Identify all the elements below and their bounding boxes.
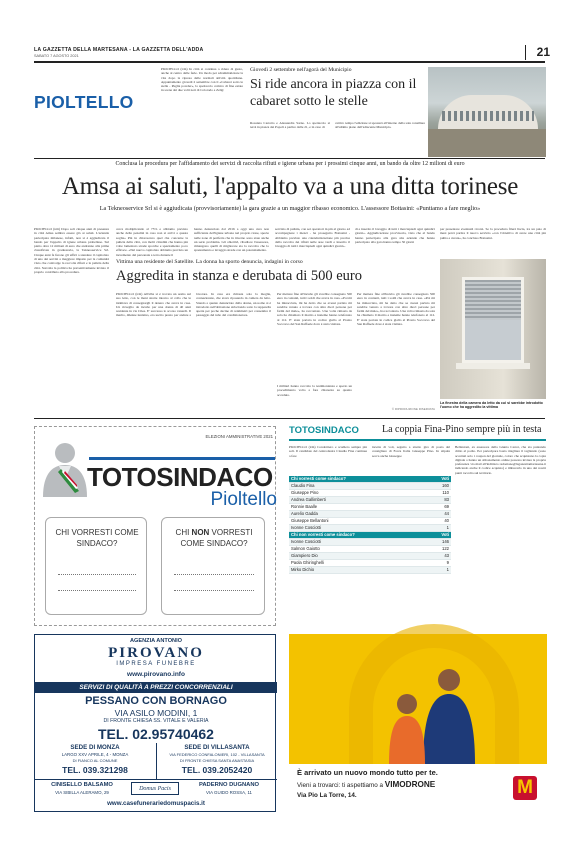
candidate-name: Mirko Dichio xyxy=(289,567,425,574)
ballot-box-1 xyxy=(45,517,147,615)
funeral-sede2-title: SEDE DI VILLASANTA xyxy=(184,744,250,751)
funeral-banner: SERVIZI DI QUALITÀ A PREZZI CONCORRENZIALI xyxy=(35,682,277,693)
candidate-name: Giuseppe Bellantoni xyxy=(289,518,425,525)
funeral-city: PESSANO CON BORNAGO xyxy=(85,695,227,707)
candidate-votes: 122 xyxy=(425,546,451,553)
mcd-logo xyxy=(513,776,537,800)
masthead-title: LA GAZZETTA DELLA MARTESANA - LA GAZZETTA DELL'ADDA xyxy=(34,47,204,53)
ballot-election: ELEZIONI AMMINISTRATIVE 2021 xyxy=(205,434,273,439)
candidate-votes: 69 xyxy=(425,504,451,511)
ballot-q2-c: VORRESTI COME SINDACO? xyxy=(180,528,253,548)
mcd-ad xyxy=(289,634,547,812)
candidate-name: Ivonne Cosciotti xyxy=(289,539,425,546)
main-col-5: di e inserito il lavaggio di tutti i marciapiedi ogni quindici giorni». Aggiudicazione provvisoria, visto che al bando hanno partecipato alla gara alte aziende che hanno partecipato alla gara hanno tempo 30 giorni xyxy=(355,227,435,244)
funeral-b2-address: VIA GUIDO ROSSA, 11 xyxy=(205,790,253,795)
funeral-address: VIA ASILO MODINI, 1 xyxy=(114,708,198,718)
candidate-name: Ronnie Baalle xyxy=(289,504,425,511)
candidate-votes: 160 xyxy=(425,483,451,490)
mid-rule xyxy=(34,418,545,419)
table-row xyxy=(289,525,451,532)
ballot-line-1a xyxy=(58,574,136,575)
candidate-name: Ivonne Cosciotti xyxy=(289,525,425,532)
table-row xyxy=(289,553,451,560)
table-header-label: Chi non vorresti come sindaco? xyxy=(289,532,425,539)
candidate-votes: 83 xyxy=(425,497,451,504)
funeral-ad xyxy=(34,634,276,812)
main-headline: Amsa ai saluti, l'appalto va a una ditta torinese xyxy=(61,173,519,200)
masthead-date: SABATO 7 AGOSTO 2021 xyxy=(34,54,79,58)
candidate-name: Aurelio Gadda xyxy=(289,511,425,518)
cabaret-col-1: PIOLTELLO (trm) In città si continua a ridere di gusto, anche al centro dalle ferie. Un modo per sdrammatizzare la vita dopo la ripresa delle normali attività quotidiane. Appuntamento giovedì 2 settembre con il «Cabaret sotto le stelle - Puglia powder», lo spettacolo comico di fine estate in scena dai due volti noti di Colorado e Zelig: xyxy=(161,67,243,93)
funeral-logo: Domus Pacis xyxy=(131,782,179,795)
ballot-silhouette-icon xyxy=(41,439,89,497)
candidate-name: Paola Ghiringhelli xyxy=(289,560,425,567)
robbery-col-2: Per mettere fine all'incubo gli avrebbe consegnato 500 euro in contanti, tutti i soldi che aveva in casa. «Poi mi ha minacciata, mi ha detto che se avessi parlato mi sarebbe venuto a trovare con altre dieci persone per farmi del male», ha raccontato. Una volta rimasta da sola ha chiamato il marito e insieme hanno telefonato al 112. E' stata portata in codice giallo al Pronto Soccorso del San Raffaele dove è stata visitata. xyxy=(277,292,352,327)
ballot-brand: TOTOSINDACO xyxy=(87,462,273,492)
main-col-6: per presentare eventuali ricorsi. Se la procedura filerà liscia, tra un paio di mesi potrà partire il nuovo servizio «con l'obiettivo di avere una città più pulita e curata», ha concluso Bottasini. xyxy=(440,227,546,240)
candidate-votes: 40 xyxy=(425,518,451,525)
funeral-sede1-title: SEDE DI MONZA xyxy=(70,744,120,751)
table-row xyxy=(289,490,451,497)
funeral-b2-title: PADERNO DUGNANO xyxy=(198,782,260,788)
funeral-web2: www.casefunerariedomuspacis.it xyxy=(107,800,205,807)
candidate-votes: 43 xyxy=(425,553,451,560)
main-subhead: La Tekneoservice Srl si è aggiudicata (provvisoriamente) la gara grazie a un maggior ribasso economico. L'assessore Bottasini: «Puntiamo a fare meglio» xyxy=(99,205,481,212)
window-shutter xyxy=(465,280,521,320)
toto-rule xyxy=(289,439,546,441)
photo-windows xyxy=(442,111,534,121)
toto-table xyxy=(289,476,451,626)
funeral-agency: AGENZIA ANTONIO xyxy=(129,638,182,644)
ballot-coupon xyxy=(34,426,276,626)
robbery-col-4: Per mettere fine all'incubo gli avrebbe consegnato 500 euro in contanti, tutti i soldi che aveva in casa. «Poi mi ha minacciata, mi ha detto che se avessi parlato mi sarebbe venuto a trovare con altre dieci persone per farmi del male», ha raccontato. Una volta rimasta da sola ha chiamato il marito e insieme hanno telefonato al 112. E' stata portata in codice giallo al Pronto Soccorso del San Raffaele dove è stata visitata. xyxy=(357,292,435,327)
candidate-votes: 110 xyxy=(425,490,451,497)
robbery-kicker: Vittima una residente del Satellite. La donna ha sporto denuncia, indagini in corso xyxy=(116,259,303,265)
funeral-b1-title: CINISELLO BALSAMO xyxy=(51,782,113,788)
ballot-city: Pioltello xyxy=(210,489,277,510)
cabaret-headline: Si ride ancora in piazza con il cabaret sotto le stelle xyxy=(250,77,417,109)
toto-col-1: PIOLTELLO (trm) Condottiero e scudiero sempre più soli. Il candidato del centrodestra Claudio Fina continua a fare xyxy=(289,445,367,458)
table-vorresti xyxy=(289,476,451,574)
funeral-note: DI FRONTE CHIESA SS. VITALE E VALERIA xyxy=(103,718,209,724)
cabaret-bottom-rule xyxy=(34,158,545,159)
funeral-b1-address: VIA SIBILLA ALERAMO, 29 xyxy=(55,790,109,795)
main-col-2: cerca moltiplicando al 75% e abbiamo previsto anche delle penalità in caso non si arrivi a questa soglia» Più in chiaroscuro quel che concerne la pulizia della città, con molti cittadini che hanno più volte lamentato strade sporche e spazzamento poco efficace. «Nel nuovo capitolato abbiamo previsto un incremento del personale a terra durante il xyxy=(116,227,188,257)
table-row xyxy=(289,567,451,574)
masthead-rule xyxy=(34,61,545,63)
robbery-col-1: PIOLTELLO (trm) All'alba si è trovata un uomo sul suo letto, con le mani strette intorno al collo che le intimava di consegnargli il denaro che aveva in casa. Un risveglio da incubo per una donna di 40 anni residente in via Cilea. E' successo lo scorso venerdì. Il marito, 46enne tunisino, era uscito presto per andare a lavorare. In casa era rimasta solo la moglie, connazionale, che stava riposando in camera da letto. Stando a quanto denunciato dalla donna, un uomo si è introdotto nell'abitazione strisciando sotto la tapparella aperta per poche decine di centimetri per consentire il passaggio del tubo del condizionatore. xyxy=(116,292,271,318)
mcd-line-2-a: Vieni a trovarci: ti aspettiamo a xyxy=(297,782,385,789)
candidate-votes: 146 xyxy=(425,539,451,546)
robbery-credit: © RIPRODUZIONE RISERVATA xyxy=(391,407,435,411)
robbery-photo xyxy=(440,259,546,399)
mcd-line-1: È arrivato un nuovo mondo tutto per te. xyxy=(297,768,438,777)
main-col-4: servizio di pulizia, con sei operatori in più al giorno ad accompagnare i mezzi - ha proseguito Bottasini - Abbiamo previsto una calendarizzazione più precisa della raccolta dei rifiuti nelle aree verdi e inserito il lavaggio di tutti i marciapiedi ogni quindici giorni». xyxy=(275,227,350,249)
mcd-line-3: Via Pio La Torre, 14. xyxy=(297,792,357,799)
cabaret-photo xyxy=(428,67,546,157)
ballot-line-2a xyxy=(174,574,254,575)
ballot-line-2b xyxy=(174,590,254,591)
table-row xyxy=(289,539,451,546)
page-number-divider xyxy=(525,45,526,60)
candidate-name: Giuseppe Pino xyxy=(289,490,425,497)
candidate-votes: 44 xyxy=(425,511,451,518)
toto-tag: TOTOSINDACO xyxy=(289,425,359,436)
main-col-3: hanno denunciato dal 2016 a oggi una cura non sufficiente dell'igiene urbana nel proprio rione, specie nelle zone di periferia che in inverno sono state anche un serio problema. Gli obiettivi, ribadisce l'assessore, rimangono quelli di migliorare sia la raccolta che lo spazzamento e lavaggio strade con un potenziamento. xyxy=(194,227,269,253)
table-row xyxy=(289,511,451,518)
funeral-sede2-tel: TEL. 039.2052420 xyxy=(181,765,253,775)
table-row xyxy=(289,560,451,567)
photo-square xyxy=(428,129,546,157)
candidate-name: Salmon Gaiotto xyxy=(289,546,425,553)
ballot-q2-a: CHI xyxy=(175,528,192,537)
main-col-1: PIOLTELLO (trm) Dopo soli cinque anni di presenza in città Amsa sembra essere già ai saluti. L'azienda partecipata milanese, infatti, non si è aggiudicata il bando per l'appalto di igiene urbana pioltellese. Sul piatto oltre 12 milioni di euro che andranno alla prima classificata in graduatoria, la Tekneoservice Srl. Cinque anni fa furono gli uffici a stendere il capitolato di uno dei servizi a maggiore impatto per la comunità visto che coinvolge la raccolta rifiuti e la pulizia della città. Stavolta la politica ha preventivamente inviato il proprio contributo alla procedura. xyxy=(34,227,109,274)
robbery-col-3: I militari hanno raccolto la testimonianza e aperto un procedimento volto a fare chiarezza su quanto accaduto. xyxy=(277,384,352,397)
candidate-votes: 1 xyxy=(425,525,451,532)
mcd-location: VIMODRONE xyxy=(384,780,436,789)
candidate-votes: 1 xyxy=(425,567,451,574)
funeral-sede2-note: DI FRONTE CHIESA SANTA ANASTASIA xyxy=(179,758,255,763)
cabaret-col-2: Rosanna Carretto e Alessandra Sarno. Lo spettacolo si terrà in piazza dei Popoli a partire dalle 21, e in caso di xyxy=(250,121,330,130)
table-row xyxy=(289,483,451,490)
funeral-web: www.pirovano.info xyxy=(127,671,185,678)
page-number: 21 xyxy=(536,45,550,59)
ballot-q1: CHI VORRESTI COME SINDACO? xyxy=(55,528,139,548)
robbery-caption: La finestra della camera da letto da cui si sarebbe introdotto l'uomo che ha aggredito la vittima xyxy=(440,401,543,410)
table-header xyxy=(289,532,451,539)
cabaret-kicker: Giovedì 2 settembre nell'agorà del Municipio xyxy=(250,67,352,73)
funeral-sub: IMPRESA FUNEBRE xyxy=(116,661,196,667)
ballot-q2 xyxy=(166,528,262,552)
funeral-name: PIROVANO xyxy=(108,645,204,661)
cabaret-col-3: cattivo tempo l'edizione si sposterà all'interno della sala consiliare all'ultimo piano dell'adiacente Municipio. xyxy=(335,121,425,130)
robbery-headline: Aggredita in stanza e derubata di 500 euro xyxy=(116,268,363,284)
table-row xyxy=(289,497,451,504)
table-row xyxy=(289,504,451,511)
table-header-votes: Voti xyxy=(425,532,451,539)
funeral-divider xyxy=(156,743,157,779)
mcd-logo-mark: M xyxy=(517,777,533,798)
candidate-name: Giampiero Dio xyxy=(289,553,425,560)
ballot-band xyxy=(89,457,275,460)
funeral-sede1-note: DI FIANCO AL COMUNE xyxy=(72,758,118,763)
table-header-votes: Voti xyxy=(425,476,451,483)
candidate-votes: 9 xyxy=(425,560,451,567)
funeral-sede1-address: LARGO XXV APRILE, 4 - MONZA xyxy=(61,752,129,757)
toto-headline: La coppia Fina-Pino sempre più in testa xyxy=(382,424,542,435)
toto-col-2: incetta di voti, seguito a stretto giro di posta dal consigliere di Forza Italia Giuseppe Pino. In stipula secca anche Giuseppe xyxy=(372,445,450,458)
main-kicker: Conclusa la procedura per l'affidamento dei servizi di raccolta rifiuti e igiene urbana per i prossimi cinque anni, un bando da oltre 12 milioni di euro xyxy=(115,161,465,167)
candidate-name: Andrea Gallimberti xyxy=(289,497,425,504)
ballot-box-2 xyxy=(161,517,265,615)
funeral-sede1-tel: TEL. 039.321298 xyxy=(62,765,128,775)
candidate-name: Claudio Fina xyxy=(289,483,425,490)
mcd-line-2 xyxy=(297,780,507,790)
ballot-q2-not: NON xyxy=(191,528,210,537)
ballot-line-1b xyxy=(58,590,136,591)
section-label: PIOLTELLO xyxy=(34,92,134,112)
mcd-person-child xyxy=(385,690,429,764)
toto-col-3: Bellantoni, ex assessore della Giunta Carrer, che sta puntando dritto al podio. Per partecipare basta ritagliare il tagliando (sono accettati solo i coupon del giornale, coloro che acquistano la copia digitale o hanno un abbonamento online possono inviare la propria preferenza via mail all'indirizzo redazione@lagazzettamartesana.it indicando anche il codice acquisto) e imbucarlo in uno dei nostri punti raccolta sul territorio. xyxy=(455,445,546,475)
table-row xyxy=(289,546,451,553)
window-sill xyxy=(456,363,530,369)
funeral-band xyxy=(35,779,277,780)
table-header-label: Chi vorresti come sindaco? xyxy=(289,476,425,483)
funeral-sede2-address: VIA FEDERICO CONFALONIERI, 102 - VILLASANTA xyxy=(169,752,265,757)
funeral-tel: TEL. 02.95740462 xyxy=(98,726,214,742)
table-row xyxy=(289,518,451,525)
